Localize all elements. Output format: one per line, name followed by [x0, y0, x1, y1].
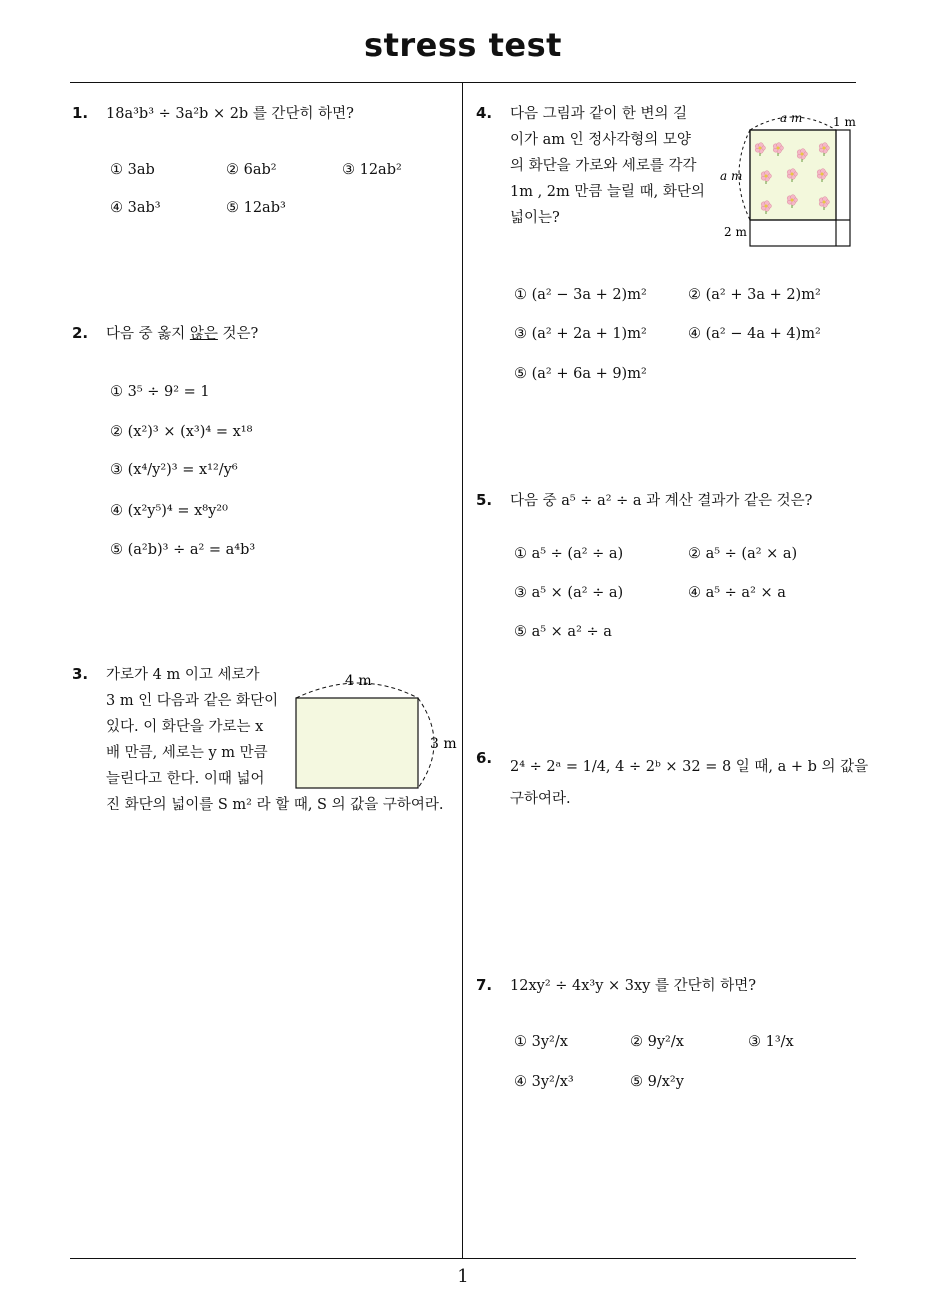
top-rule: [70, 82, 856, 83]
option-5[interactable]: ⑤ a⁵ × a² ÷ a: [514, 624, 612, 640]
question-number: 1.: [72, 104, 89, 122]
option-4[interactable]: ④ (a² − 4a + 4)m²: [688, 326, 821, 342]
square-garden-figure: [718, 108, 858, 250]
option-5[interactable]: ⑤ (a²b)³ ÷ a² = a⁴b³: [110, 542, 256, 558]
question-line: 있다. 이 화단을 가로는 x: [106, 719, 264, 735]
question-text: [106, 321, 258, 347]
page-number: 1: [457, 1266, 469, 1287]
right-label: 1 m: [833, 115, 856, 129]
question-number: 4.: [476, 104, 493, 122]
page-title: stress test: [364, 26, 562, 64]
option-4[interactable]: ④ 3ab³: [110, 200, 161, 216]
option-1[interactable]: ① a⁵ ÷ (a² ÷ a): [514, 546, 624, 562]
question-number: 3.: [72, 665, 89, 683]
option-2[interactable]: ② (x²)³ × (x³)⁴ = x¹⁸: [110, 424, 253, 440]
option-5[interactable]: ⑤ 12ab³: [226, 200, 286, 216]
garden-figure: [290, 668, 460, 794]
garden-rect: [296, 698, 418, 788]
option-3[interactable]: ③ 12ab²: [342, 162, 402, 178]
question-line: 의 화단을 가로와 세로를 각각: [510, 158, 697, 174]
option-4[interactable]: ④ 3y²/x³: [514, 1074, 574, 1090]
width-label: 4 m: [345, 673, 372, 689]
question-line: 1m , 2m 만큼 늘릴 때, 화단의: [510, 184, 705, 200]
bottom-rule: [70, 1258, 856, 1259]
question-text: 18a³b³ ÷ 3a²b × 2b 를 간단히 하면?: [106, 106, 354, 122]
question-number: 6.: [476, 749, 493, 767]
question-number: 2.: [72, 324, 89, 342]
left-label: a m: [720, 169, 743, 183]
question-line: 넓이는?: [510, 210, 560, 226]
bottom-label: 2 m: [724, 225, 747, 239]
question-line: 다음 그림과 같이 한 변의 길: [510, 106, 688, 122]
question-line: 늘린다고 한다. 이때 넓어: [106, 771, 265, 787]
question-line: 가로가 4 m 이고 세로가: [106, 667, 260, 683]
top-label: a m: [780, 111, 803, 125]
question-line: 구하여라.: [510, 791, 571, 807]
question-line: 2⁴ ÷ 2ᵃ = 1/4, 4 ÷ 2ᵇ × 32 = 8 일 때, a + b 의 값을: [510, 759, 869, 775]
question-number: 5.: [476, 491, 493, 509]
option-5[interactable]: ⑤ 9/x²y: [630, 1074, 684, 1090]
option-2[interactable]: ② (a² + 3a + 2)m²: [688, 287, 821, 303]
height-label: 3 m: [430, 736, 457, 752]
underlined-word: 않은: [189, 326, 218, 342]
option-1[interactable]: ① 3ab: [110, 162, 155, 178]
option-3[interactable]: ③ 1³/x: [748, 1034, 794, 1050]
option-3[interactable]: ③ (x⁴/y²)³ = x¹²/y⁶: [110, 462, 238, 478]
option-1[interactable]: ① 3⁵ ÷ 9² = 1: [110, 384, 210, 400]
option-4[interactable]: ④ (x²y⁵)⁴ = x⁸y²⁰: [110, 503, 228, 519]
question-line: 3 m 인 다음과 같은 화단이: [106, 693, 279, 709]
column-divider: [462, 83, 463, 1258]
text-part: 다음 중 옳지: [106, 326, 190, 342]
option-4[interactable]: ④ a⁵ ÷ a² × a: [688, 585, 786, 601]
text-part: 것은?: [217, 326, 259, 342]
question-line: 배 만큼, 세로는 y m 만큼: [106, 745, 268, 761]
question-line: 이가 am 인 정사각형의 모양: [510, 132, 691, 148]
option-3[interactable]: ③ a⁵ × (a² ÷ a): [514, 585, 624, 601]
option-2[interactable]: ② a⁵ ÷ (a² × a): [688, 546, 798, 562]
question-line: 진 화단의 넓이를 S m² 라 할 때, S 의 값을 구하여라.: [106, 797, 444, 813]
option-2[interactable]: ② 9y²/x: [630, 1034, 684, 1050]
option-2[interactable]: ② 6ab²: [226, 162, 277, 178]
option-5[interactable]: ⑤ (a² + 6a + 9)m²: [514, 366, 647, 382]
option-3[interactable]: ③ (a² + 2a + 1)m²: [514, 326, 647, 342]
option-1[interactable]: ① 3y²/x: [514, 1034, 568, 1050]
question-text: 다음 중 a⁵ ÷ a² ÷ a 과 계산 결과가 같은 것은?: [510, 493, 813, 509]
option-1[interactable]: ① (a² − 3a + 2)m²: [514, 287, 647, 303]
question-number: 7.: [476, 976, 493, 994]
question-text: 12xy² ÷ 4x³y × 3xy 를 간단히 하면?: [510, 978, 757, 994]
